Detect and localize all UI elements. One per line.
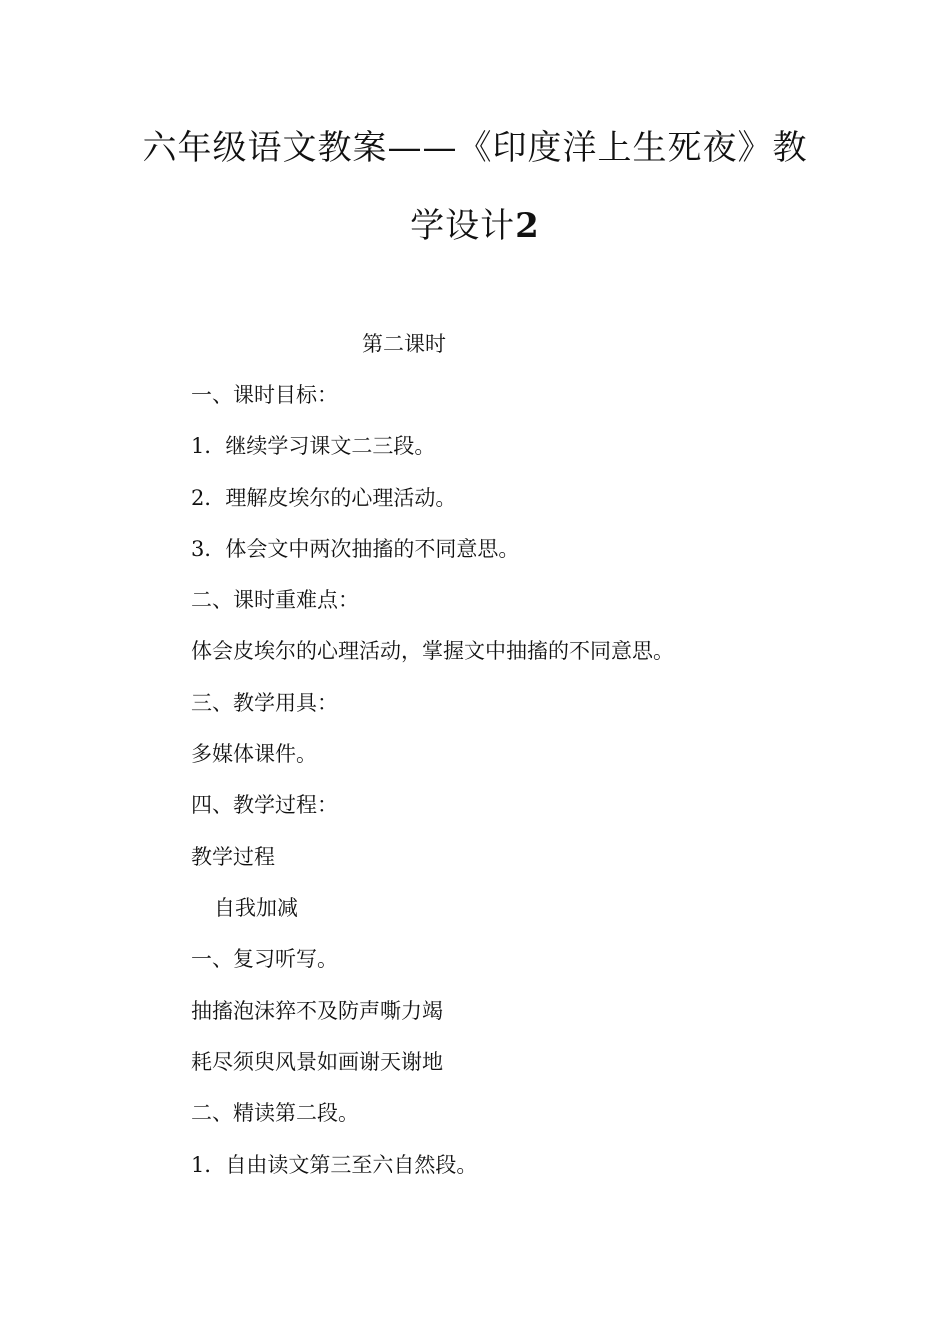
section-heading-objectives: 一、课时目标： [191,383,338,407]
document-title-number: 2 [515,206,540,246]
document-title-line-1: 六年级语文教案——《印度洋上生死夜》教 [142,128,808,168]
objective-item: 3．体会文中两次抽搐的不同意思。 [191,537,520,561]
section-heading-key-points: 二、课时重难点： [191,588,359,612]
lesson-subtitle: 第二课时 [362,332,446,356]
section-heading-process: 四、教学过程： [191,793,338,817]
objective-item: 1．继续学习课文二三段。 [191,434,436,458]
tools-text: 多媒体课件。 [191,742,317,766]
document-title-text: 学设计 [410,206,516,246]
step-heading-review: 一、复习听写。 [191,947,338,971]
dictation-words: 耗尽须臾风景如画谢天谢地 [191,1050,443,1074]
section-heading-tools: 三、教学用具： [191,691,338,715]
reading-item: 1．自由读文第三至六自然段。 [191,1153,478,1177]
process-label: 教学过程 [191,845,275,869]
step-heading-reading: 二、精读第二段。 [191,1101,359,1125]
key-points-text: 体会皮埃尔的心理活动，掌握文中抽搐的不同意思。 [191,639,674,663]
objective-item: 2．理解皮埃尔的心理活动。 [191,486,457,510]
document-title-line-2 [0,198,950,247]
dictation-words: 抽搐泡沫猝不及防声嘶力竭 [191,999,443,1023]
self-adjust-label: 自我加减 [214,896,298,920]
